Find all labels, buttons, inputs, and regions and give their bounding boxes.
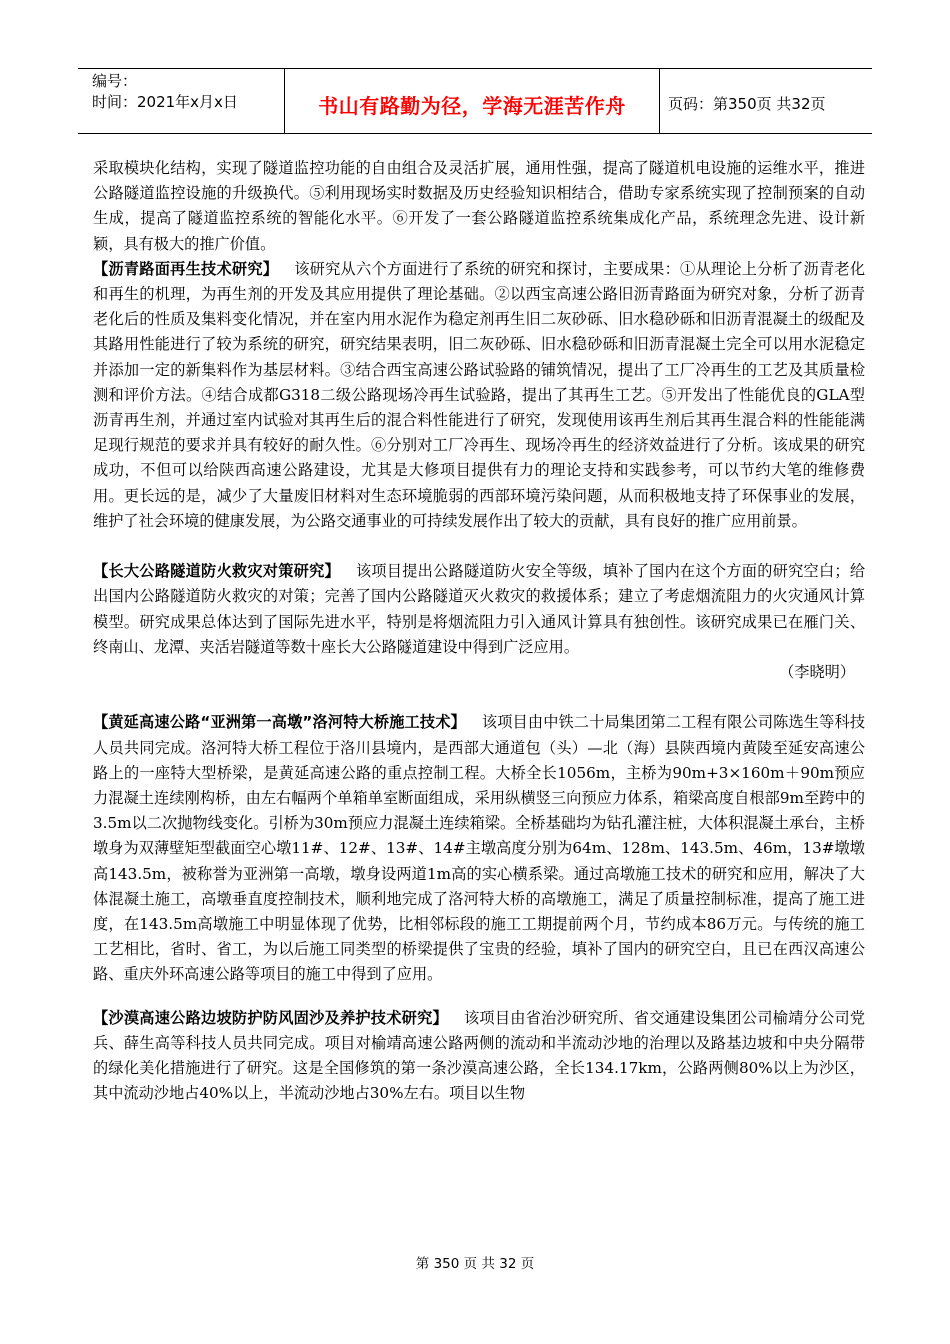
paragraph-1 — [93, 156, 865, 257]
document-body — [93, 156, 865, 1106]
paragraph-text: 该项目提出公路隧道防火安全等级，填补了国内在这个方面的研究空白；给出国内公路隧道防火救灾的对策；完善了国内公路隧道灭火救灾的救援体系；建立了考虑烟流阻力的火灾通风计算模型。研究成果总体达到了国际先进水平，特别是将烟流阻力引入通风计算具有独创性。该研究成果已在雁门关、终南山、龙潭、夹活岩隧道等数十座长大公路隧道建设中得到广泛应用。 — [93, 562, 865, 656]
paragraph-text: 采取模块化结构，实现了隧道监控功能的自由组合及灵活扩展，通用性强，提高了隧道机电设施的运维水平，推进公路隧道监控设施的升级换代。⑤利用现场实时数据及历史经验知识相结合，借助专家系统实现了控制预案的自动生成，提高了隧道监控系统的智能化水平。⑥开发了一套公路隧道监控系统集成化产品，系统理念先进、设计新颖，具有极大的推广价值。 — [93, 159, 865, 253]
paragraph-gap — [93, 534, 865, 559]
paragraph-gap — [93, 988, 865, 1006]
paragraph-5 — [93, 1006, 865, 1107]
doc-number-label: 编号： — [92, 72, 138, 90]
author-signature: （李晓明） — [779, 663, 855, 682]
paragraph-2 — [93, 257, 865, 534]
paragraph-gap — [93, 685, 865, 710]
page-header — [78, 68, 872, 134]
header-page-label: 页码：第350页 共32页 — [668, 94, 826, 113]
section-keyword: 【长大公路隧道防火救灾对策研究】 — [93, 562, 340, 581]
paragraph-text: 该项目由省治沙研究所、省交通建设集团公司榆靖分公司党兵、薛生高等科技人员共同完成。项目对榆靖高速公路两侧的流动和半流动沙地的治理以及路基边坡和中央分隔带的绿化美化措施进行了研究。这是全国修筑的第一条沙漠高速公路，全长134.17km，公路两侧80%以上为沙区，其中流动沙地占40%以上，半流动沙地占30%左右。项目以生物 — [93, 1008, 866, 1103]
paragraph-3 — [93, 559, 865, 660]
page-footer: 第 350 页 共 32 页 — [415, 1256, 535, 1272]
section-keyword: 【黄延高速公路“亚洲第一高墩”洛河特大桥施工技术】 — [93, 713, 466, 732]
header-meta — [78, 69, 285, 133]
header-motto: 书山有路勤为径，学海无涯苦作舟 — [285, 69, 660, 133]
paragraph-text: 该研究从六个方面进行了系统的研究和探讨，主要成果：①从理论上分析了沥青老化和再生的机理，为再生剂的开发及其应用提供了理论基础。②以西宝高速公路旧沥青路面为研究对象，分析了沥青老化后的性质及集料变化情况，并在室内用水泥作为稳定剂再生旧二灰砂砾、旧水稳砂砾和旧沥青混凝土的级配及其路用性能进行了较为系统的研究，研究结果表明，旧二灰砂砾、旧水稳砂砾和旧沥青混凝土完全可以用水泥稳定并添加一定的新集料作为基层材料。③结合西宝高速公路试验路的铺筑情况，提出了工厂冷再生的工艺及其质量检测和评价方法。④结合成都G318二级公路现场冷再生试验路，提出了其再生工艺。⑤开发出了性能优良的GLA型沥青再生剂，并通过室内试验对其再生后的混合料性能进行了研究，发现使用该再生剂后其再生混合料的性能能满足现行规范的要求并具有较好的耐久性。⑥分别对工厂冷再生、现场冷再生的经济效益进行了分析。该成果的研究成功，不但可以给陕西高速公路建设，尤其是大修项目提供有力的理论支持和实践参考，可以节约大笔的维修费用。更长远的是，减少了大量废旧材料对生态环境脆弱的西部环境污染问题，从而积极地支持了环保事业的发展，维护了社会环境的健康发展，为公路交通事业的可持续发展作出了较大的贡献，具有良好的推广应用前景。 — [93, 259, 865, 530]
paragraph-text: 该项目由中铁二十局集团第二工程有限公司陈选生等科技人员共同完成。洛河特大桥工程位于洛川县境内，是西部大通道包（头）—北（海）县陕西境内黄陵至延安高速公路上的一座特大型桥梁，是黄延高速公路的重点控制工程。大桥全长1056m，主桥为90m+3×160m＋90m预应力混凝土连续刚构桥，由左右幅两个单箱单室断面组成，采用纵横竖三向预应力体系，箱梁高度自根部9m至跨中的3.5m以二次抛物线变化。引桥为30m预应力混凝土连续箱梁。全桥基础均为钻孔灌注桩，大体积混凝土承台，主桥墩身为双薄壁矩型截面空心墩11#、12#、13#、14#主墩高度分别为64m、128m、143.5m、46m，13#墩墩高143.5m，被称誉为亚洲第一高墩，墩身设两道1m高的实心横系梁。通过高墩施工技术的研究和应用，解决了大体混凝土施工，高墩垂直度控制技术，顺利地完成了洛河特大桥的高墩施工，满足了质量控制标准，提高了施工进度，在143.5m高墩施工中明显体现了优势，比相邻标段的施工工期提前两个月，节约成本86万元。与传统的施工工艺相比，省时、省工，为以后施工同类型的桥梁提供了宝贵的经验，填补了国内的研究空白，且已在西汉高速公路、重庆外环高速公路等项目的施工中得到了应用。 — [93, 713, 866, 984]
section-keyword: 【沙漠高速公路边坡防护防风固沙及养护技术研究】 — [93, 1008, 448, 1027]
section-keyword: 【沥青路面再生技术研究】 — [93, 259, 279, 278]
doc-time-label: 时间：2021年x月x日 — [92, 93, 238, 111]
paragraph-4 — [93, 710, 865, 987]
